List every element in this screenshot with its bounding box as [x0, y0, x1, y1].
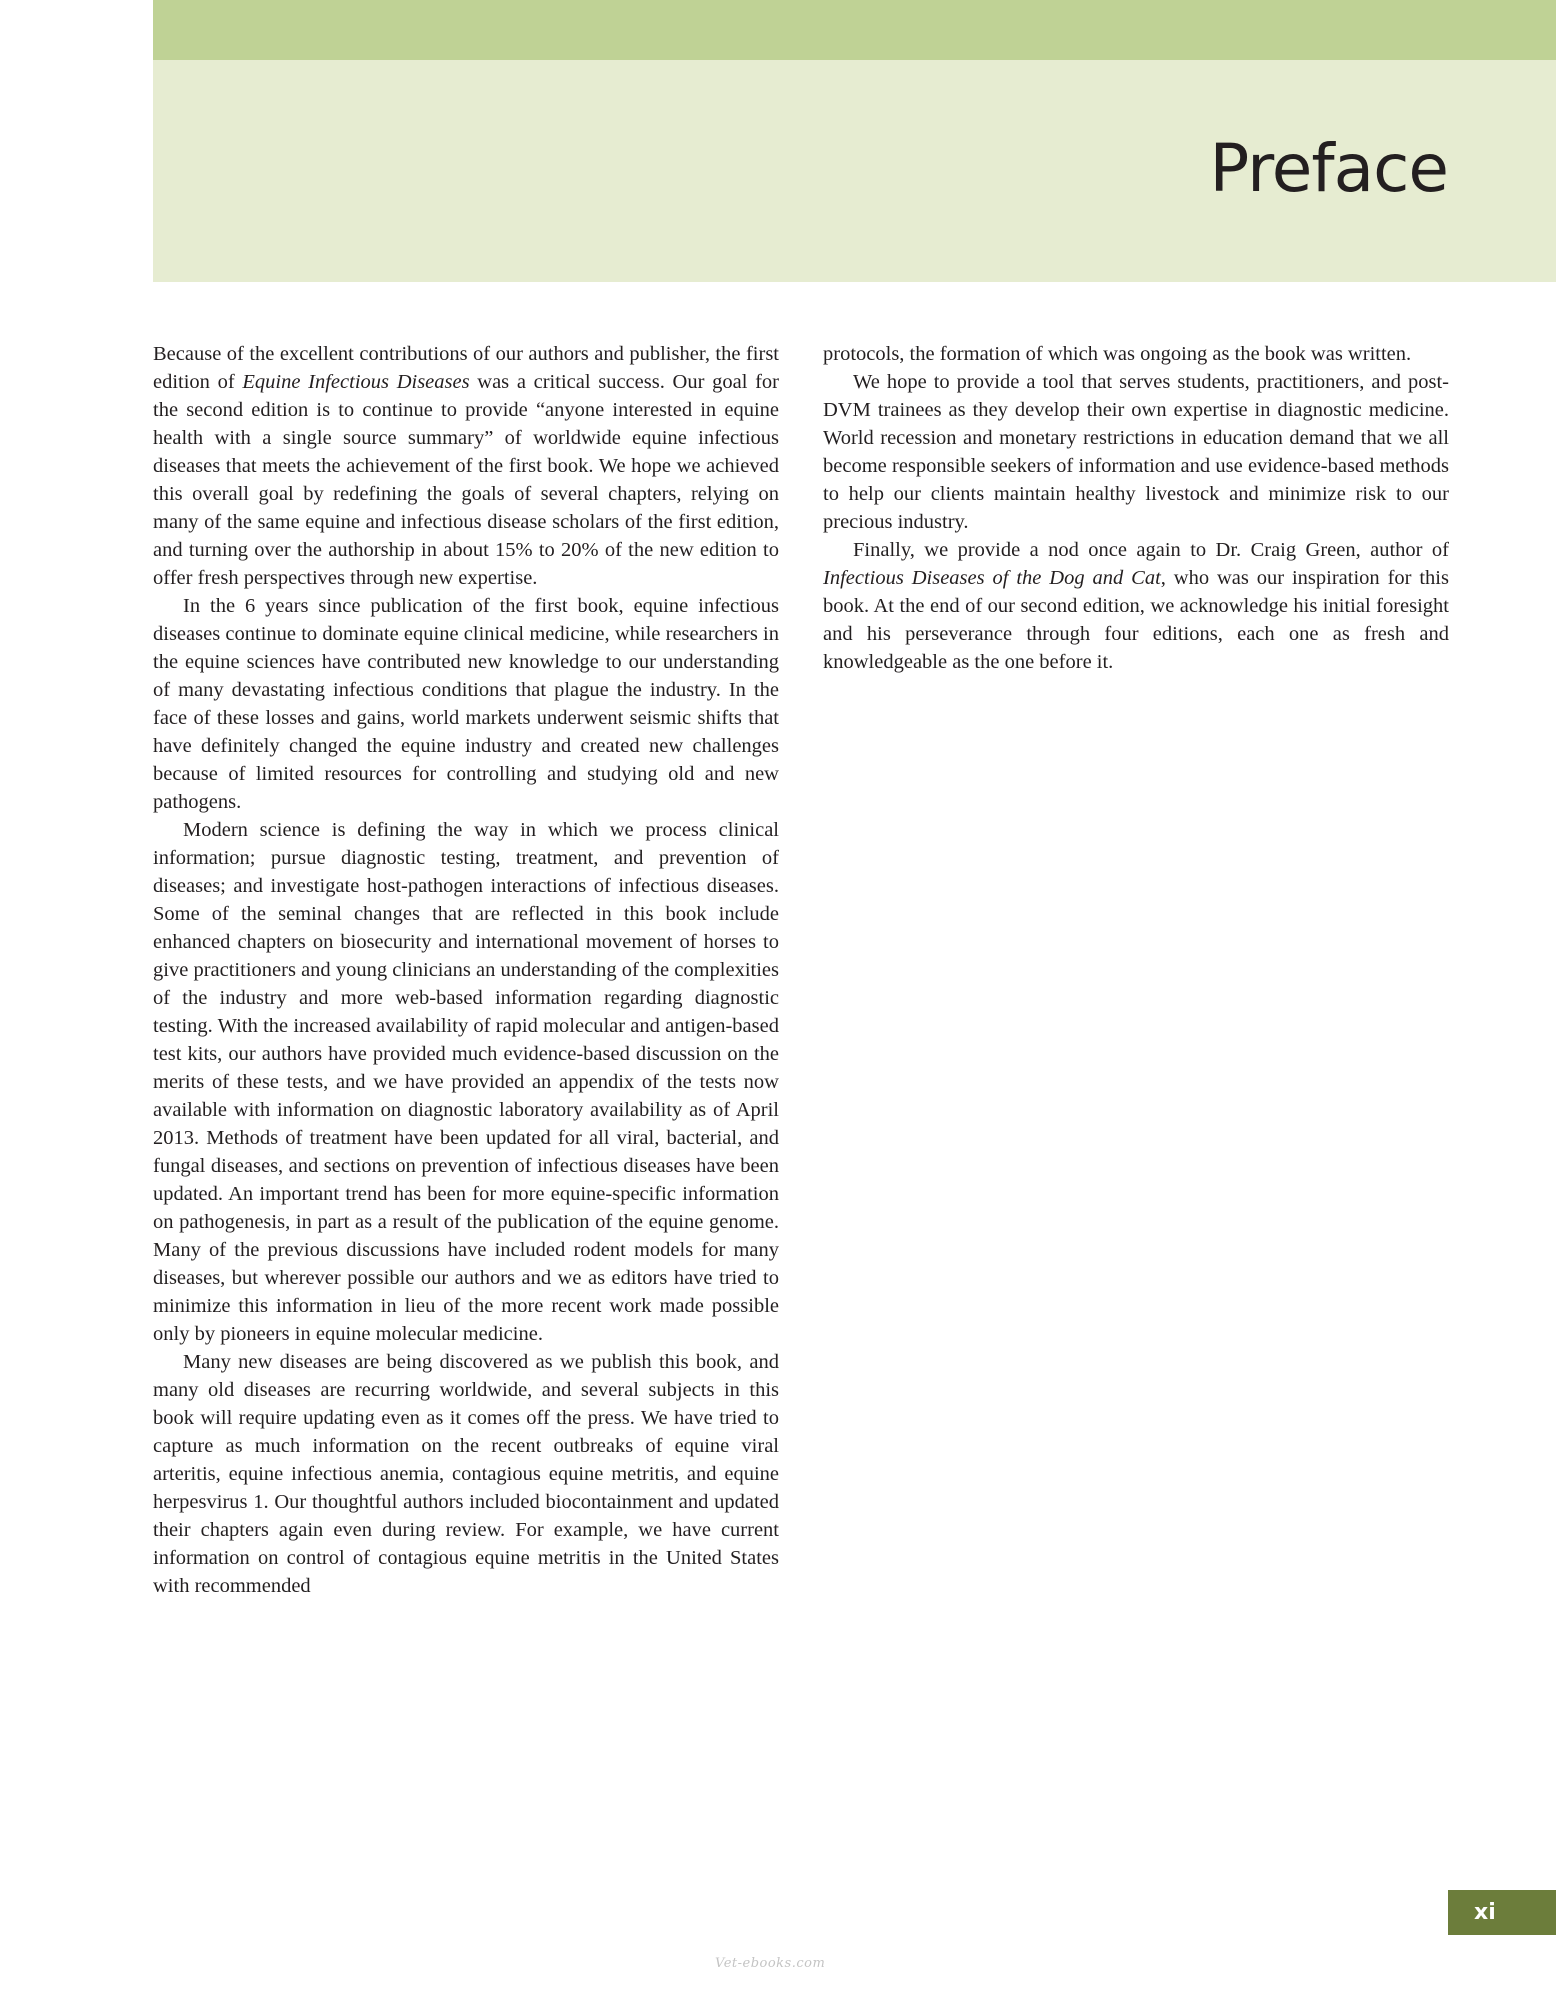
paragraph-6: We hope to provide a tool that serves students, practitioners, and post-DVM trainees as they develop their own expertise in diagnostic medicine. World recession and monetary restrictions in education demand that we all become responsible seekers of information and use evidence-based methods to help our clients maintain healthy livestock and minimize risk to our precious industry.	[823, 371, 1449, 533]
page-title: Preface	[1209, 130, 1448, 207]
paragraph-5: protocols, the formation of which was ongoing as the book was written.	[823, 343, 1412, 365]
paragraph-2: In the 6 years since publication of the first book, equine infectious diseases continue to dominate equine clinical medicine, while researchers in the equine sciences have contributed new knowledge to our understanding of many devastating infectious conditions that plague the industry. In the face of these losses and gains, world markets underwent seismic shifts that have definitely changed the equine industry and created new challenges because of limited resources for controlling and studying old and new pathogens.	[153, 595, 779, 813]
paragraph-7: Finally, we provide a nod once again to Dr. Craig Green, author of Infectious Diseases of the Dog and Cat, who was our inspiration for this book. At the end of our second edition, we acknowledge his initial foresight and his perseverance through four editions, each one as fresh and knowledgeable as the one before it.	[823, 539, 1449, 673]
paragraph-4: Many new diseases are being discovered as we publish this book, and many old diseases are recurring worldwide, and several subjects in this book will require updating even as it comes off the press. We have tried to capture as much information on the recent outbreaks of equine viral arteritis, equine infectious anemia, contagious equine metritis, and equine herpesvirus 1. Our thoughtful authors included biocontainment and updated their chapters again even during review. For example, we have current information on control of contagious equine metritis in the United States with recommended	[153, 1351, 779, 1597]
paragraph-1: Because of the excellent contributions of our authors and publisher, the first edition of Equine Infectious Diseases was a critical success. Our goal for the second edition is to continue to provide “anyone interested in equine health with a single source summary” of worldwide equine infectious diseases that meets the achievement of the first book. We hope we achieved this overall goal by redefining the goals of several chapters, relying on many of the same equine and infectious disease scholars of the first edition, and turning over the authorship in about 15% to 20% of the new edition to offer fresh perspectives through new expertise.	[153, 343, 779, 589]
right-column	[823, 340, 1449, 676]
left-column	[153, 340, 779, 1600]
page-number: xi	[1448, 1890, 1556, 1935]
header-accent-bar	[153, 0, 1556, 60]
paragraph-3: Modern science is defining the way in which we process clinical information; pursue diagnostic testing, treatment, and prevention of diseases; and investigate host-pathogen interactions of infectious diseases. Some of the seminal changes that are reflected in this book include enhanced chapters on biosecurity and international movement of horses to give practitioners and young clinicians an understanding of the complexities of the industry and more web-based information regarding diagnostic testing. With the increased availability of rapid molecular and antigen-based test kits, our authors have provided much evidence-based discussion on the merits of these tests, and we have provided an appendix of the tests now available with information on diagnostic laboratory availability as of April 2013. Methods of treatment have been updated for all viral, bacterial, and fungal diseases, and sections on prevention of infectious diseases have been updated. An important trend has been for more equine-specific information on pathogenesis, in part as a result of the publication of the equine genome. Many of the previous discussions have included rodent models for many diseases, but wherever possible our authors and we as editors have tried to minimize this information in lieu of the more recent work made possible only by pioneers in equine molecular medicine.	[153, 819, 779, 1345]
book-title-italic: Infectious Diseases of the Dog and Cat	[823, 567, 1161, 589]
watermark: Vet-ebooks.com	[715, 1956, 826, 1971]
book-title-italic: Equine Infectious Diseases	[242, 371, 470, 393]
